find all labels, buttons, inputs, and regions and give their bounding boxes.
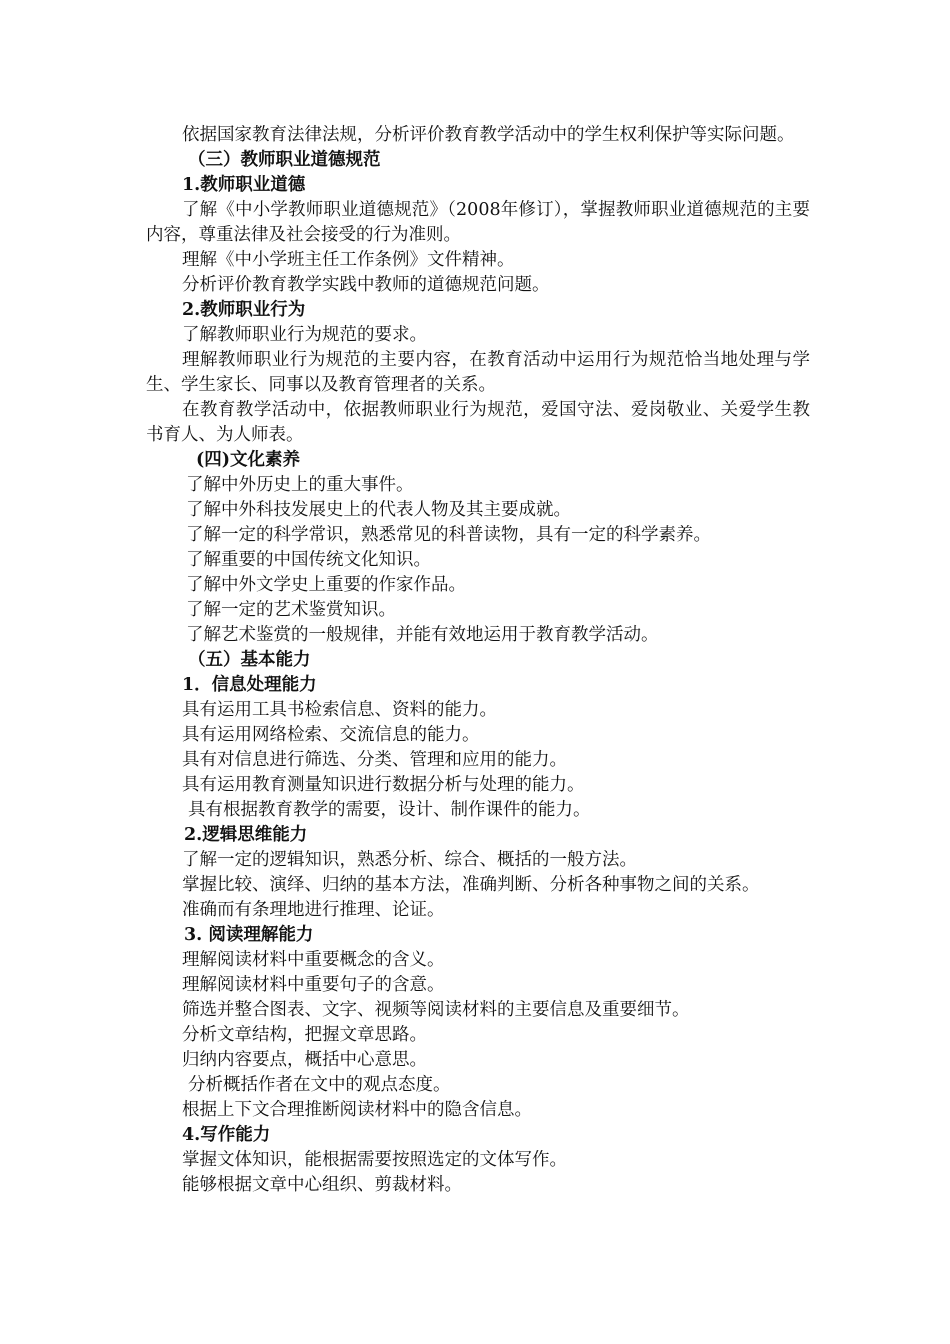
list-item: 理解阅读材料中重要概念的含义。 [182,950,445,970]
paragraph: 依据国家教育法律法规，分析评价教育教学活动中的学生权利保护等实际问题。 [182,125,795,145]
list-item: 掌握比较、演绎、归纳的基本方法，准确判断、分析各种事物之间的关系。 [182,875,760,895]
paragraph: 分析评价教育教学实践中教师的道德规范问题。 [182,275,550,295]
list-item: 分析文章结构，把握文章思路。 [182,1025,427,1045]
list-item: 了解一定的逻辑知识，熟悉分析、综合、概括的一般方法。 [182,850,637,870]
list-item: 具有运用工具书检索信息、资料的能力。 [182,700,497,720]
list-item: 能够根据文章中心组织、剪裁材料。 [182,1175,462,1195]
subsection-heading: 1．信息处理能力 [182,675,317,695]
section-heading: （三）教师职业道德规范 [188,150,381,170]
list-item: 了解中外文学史上重要的作家作品。 [186,575,466,595]
section-heading: (四)文化素养 [196,450,301,470]
list-item: 了解一定的艺术鉴赏知识。 [186,600,396,620]
paragraph: 理解教师职业行为规范的主要内容，在教育活动中运用行为规范恰当地处理与学生、学生家长、同事以及教育管理者的关系。 [146,350,810,395]
paragraph: 了解《中小学教师职业道德规范》（2008年修订），掌握教师职业道德规范的主要内容，尊重法律及社会接受的行为准则。 [146,200,810,245]
list-item: 了解中外科技发展史上的代表人物及其主要成就。 [186,500,571,520]
subsection-heading: 3. 阅读理解能力 [184,925,314,945]
list-item: 具有根据教育教学的需要，设计、制作课件的能力。 [188,800,591,820]
list-item: 了解艺术鉴赏的一般规律，并能有效地运用于教育教学活动。 [186,625,659,645]
list-item: 具有运用网络检索、交流信息的能力。 [182,725,480,745]
list-item: 具有运用教育测量知识进行数据分析与处理的能力。 [182,775,585,795]
paragraph: 了解教师职业行为规范的要求。 [182,325,427,345]
subsection-heading: 2.教师职业行为 [182,300,306,320]
subsection-heading: 2.逻辑思维能力 [184,825,308,845]
section-heading: （五）基本能力 [188,650,311,670]
subsection-heading: 4.写作能力 [182,1125,271,1145]
list-item: 了解一定的科学常识，熟悉常见的科普读物，具有一定的科学素养。 [186,525,711,545]
list-item: 了解重要的中国传统文化知识。 [186,550,431,570]
list-item: 根据上下文合理推断阅读材料中的隐含信息。 [182,1100,532,1120]
paragraph: 理解《中小学班主任工作条例》文件精神。 [182,250,515,270]
subsection-heading: 1.教师职业道德 [182,175,306,195]
list-item: 了解中外历史上的重大事件。 [186,475,414,495]
list-item: 掌握文体知识，能根据需要按照选定的文体写作。 [182,1150,567,1170]
document-body [146,123,810,1198]
list-item: 理解阅读材料中重要句子的含意。 [182,975,445,995]
paragraph: 在教育教学活动中，依据教师职业行为规范，爱国守法、爱岗敬业、关爱学生教书育人、为人师表。 [146,400,810,445]
list-item: 具有对信息进行筛选、分类、管理和应用的能力。 [182,750,567,770]
list-item: 筛选并整合图表、文字、视频等阅读材料的主要信息及重要细节。 [182,1000,690,1020]
list-item: 准确而有条理地进行推理、论证。 [182,900,445,920]
list-item: 归纳内容要点，概括中心意思。 [182,1050,427,1070]
list-item: 分析概括作者在文中的观点态度。 [188,1075,451,1095]
